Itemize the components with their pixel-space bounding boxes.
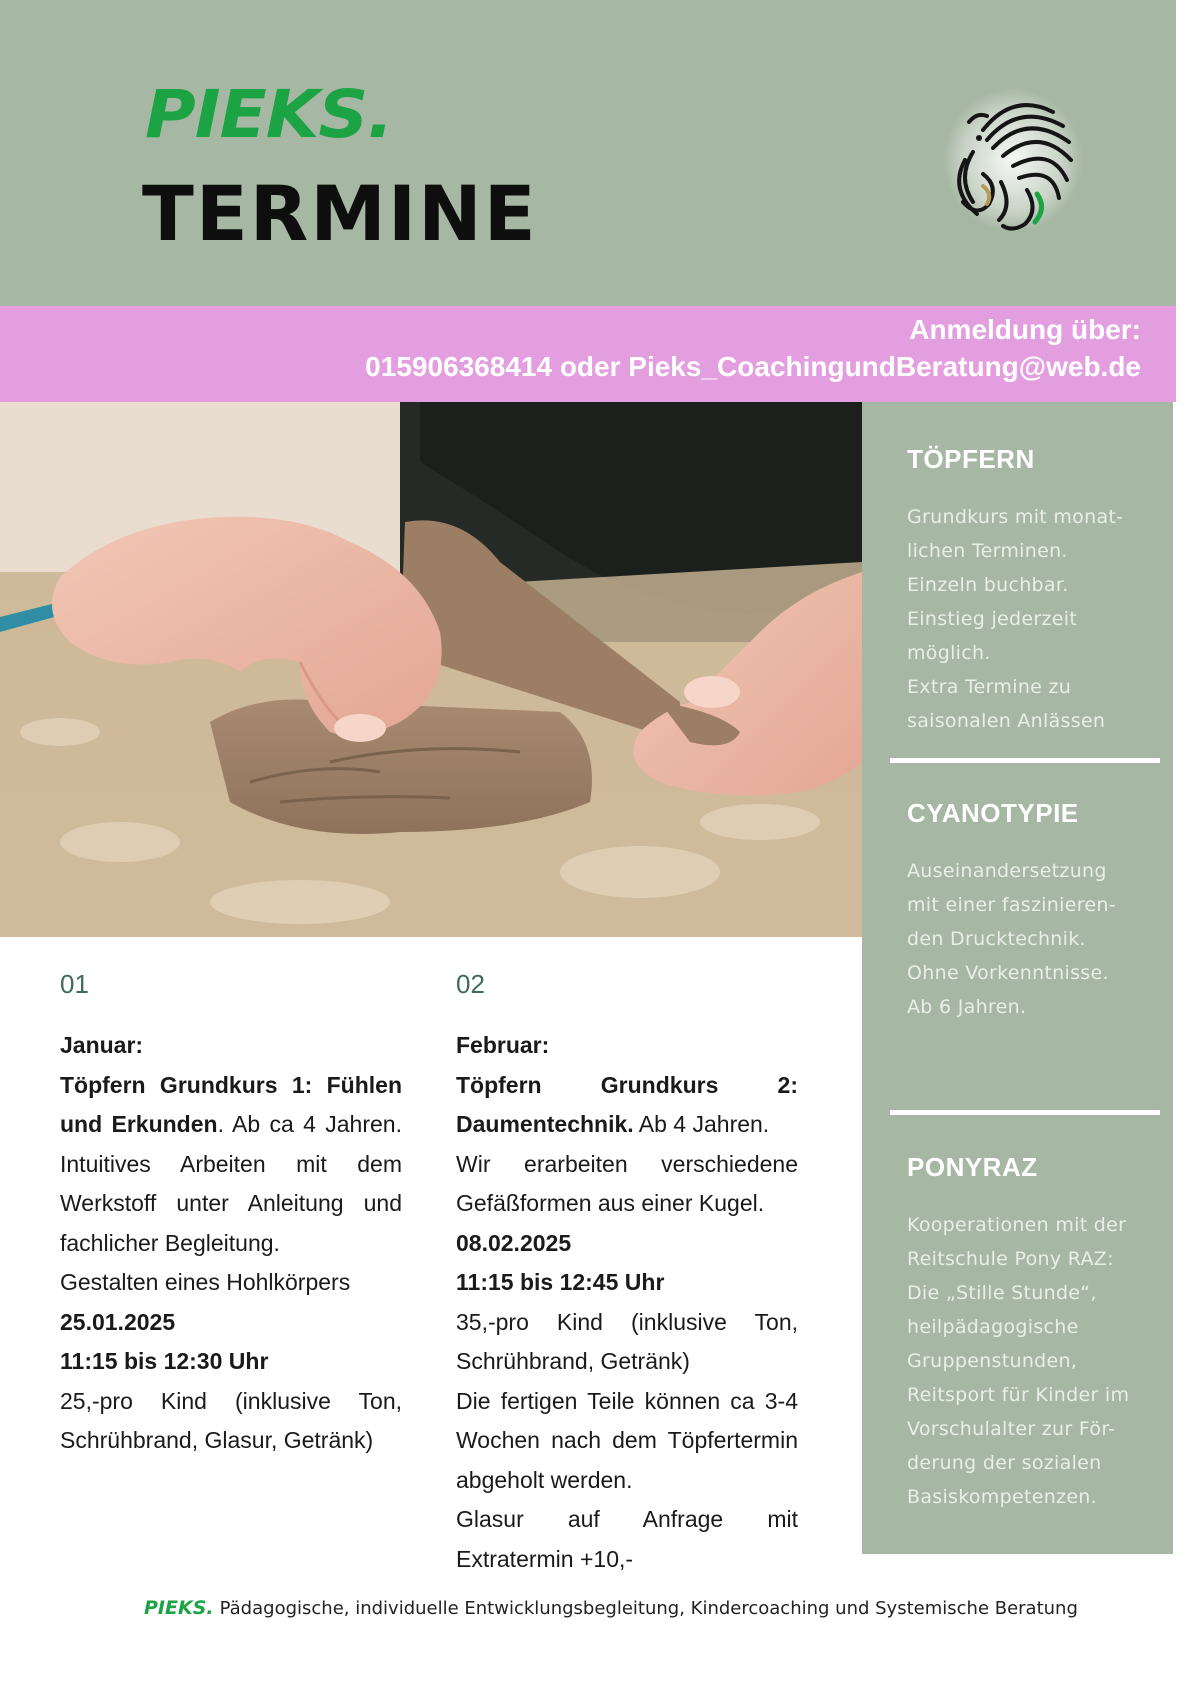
- text-line: derung der sozialen: [907, 1452, 1102, 1474]
- event-time: 11:15 bis 12:30 Uhr: [60, 1348, 269, 1374]
- registration-contact[interactable]: 015906368414 oder Pieks_CoachingundBeratung@web.de: [365, 351, 1141, 382]
- text-line: Einstieg jederzeit: [907, 608, 1078, 630]
- registration-heading: Anmeldung über:: [909, 314, 1141, 345]
- footer: [144, 1597, 1078, 1619]
- text-line: Ohne Vorkenntnisse.: [907, 962, 1109, 984]
- event-date: 25.01.2025: [60, 1308, 176, 1335]
- event-age: Ab 4 Jahren.: [633, 1111, 770, 1137]
- event-column-february: [456, 960, 798, 1579]
- event-number: 02: [456, 969, 485, 999]
- footer-text: Pädagogische, individuelle Entwicklungsbegleitung, Kindercoaching und Systemische Beratung: [219, 1598, 1078, 1619]
- text-line: Reitschule Pony RAZ:: [907, 1248, 1114, 1270]
- page-title: TERMINE: [142, 169, 538, 258]
- footer-brand: PIEKS.: [144, 1597, 214, 1619]
- event-pickup: Die fertigen Teile können ca 3-4 Wochen nach dem Töpfertermin abgeholt werden.: [456, 1387, 798, 1493]
- event-course: [456, 1066, 798, 1145]
- brand-logo-text: PIEKS.: [145, 76, 393, 153]
- hedgehog-logo-icon: [943, 82, 1083, 232]
- section-divider: [890, 758, 1160, 763]
- section-heading-ponyraz: PONYRAZ: [907, 1152, 1038, 1182]
- text-line: mit einer faszinieren-: [907, 894, 1116, 916]
- text-line: heilpädagogische: [907, 1316, 1079, 1338]
- event-course-title: Töpfern Grundkurs 1: Fühlen und Erkunden: [60, 1071, 402, 1137]
- text-line: möglich.: [907, 642, 991, 664]
- section-divider: [890, 1110, 1160, 1115]
- header-band: [0, 0, 1176, 306]
- section-text-ponyraz: [907, 1208, 1147, 1514]
- event-description: Wir erarbeiten verschiedene Gefäßformen aus einer Kugel.: [456, 1150, 798, 1216]
- text-line: Grundkurs mit monat-: [907, 506, 1124, 528]
- event-price: 25,-pro Kind (inklusive Ton, Schrühbrand, Glasur, Getränk): [60, 1387, 402, 1453]
- sidebar-panel: [862, 402, 1173, 1554]
- pottery-photo: [0, 402, 862, 937]
- event-number: 01: [60, 969, 89, 999]
- text-line: lichen Terminen.: [907, 540, 1068, 562]
- section-text-toepfern: [907, 500, 1147, 738]
- text-line: Vorschulalter zur För-: [907, 1418, 1116, 1440]
- text-line: Reitsport für Kinder im: [907, 1384, 1130, 1406]
- event-price: 35,-pro Kind (inklusive Ton, Schrühbrand, Getränk): [456, 1308, 798, 1374]
- event-glaze: Glasur auf Anfrage mit Extratermin +10,-: [456, 1506, 798, 1572]
- text-line: Einzeln buchbar.: [907, 574, 1069, 596]
- event-column-january: [60, 960, 402, 1461]
- text-line: saisonalen Anlässen: [907, 710, 1106, 732]
- text-line: Kooperationen mit der: [907, 1214, 1127, 1236]
- event-time: 11:15 bis 12:45 Uhr: [456, 1269, 665, 1295]
- text-line: Basiskompetenzen.: [907, 1486, 1097, 1508]
- event-month: Februar:: [456, 1032, 550, 1058]
- text-line: Extra Termine zu: [907, 676, 1072, 698]
- event-age: . Ab ca 4 Jahren.: [217, 1111, 402, 1137]
- event-month: Januar:: [60, 1032, 144, 1058]
- section-heading-toepfern: TÖPFERN: [907, 444, 1035, 474]
- text-line: Die „Stille Stunde“,: [907, 1282, 1097, 1304]
- text-line: Auseinandersetzung: [907, 860, 1107, 882]
- event-course: [60, 1066, 402, 1264]
- event-extra: Gestalten eines Hohlkörpers: [60, 1269, 351, 1295]
- section-heading-cyanotypie: CYANOTYPIE: [907, 798, 1079, 828]
- text-line: Gruppenstunden,: [907, 1350, 1078, 1372]
- registration-bar: [0, 306, 1176, 402]
- text-line: Ab 6 Jahren.: [907, 996, 1027, 1018]
- text-line: den Drucktechnik.: [907, 928, 1086, 950]
- section-text-cyanotypie: [907, 854, 1147, 1024]
- event-course-title: Töpfern Grundkurs 2: Daumentechnik.: [456, 1071, 798, 1137]
- event-description: Intuitives Arbeiten mit dem Werkstoff unter Anleitung und fachlicher Begleitung.: [60, 1150, 402, 1256]
- event-date: 08.02.2025: [456, 1229, 572, 1256]
